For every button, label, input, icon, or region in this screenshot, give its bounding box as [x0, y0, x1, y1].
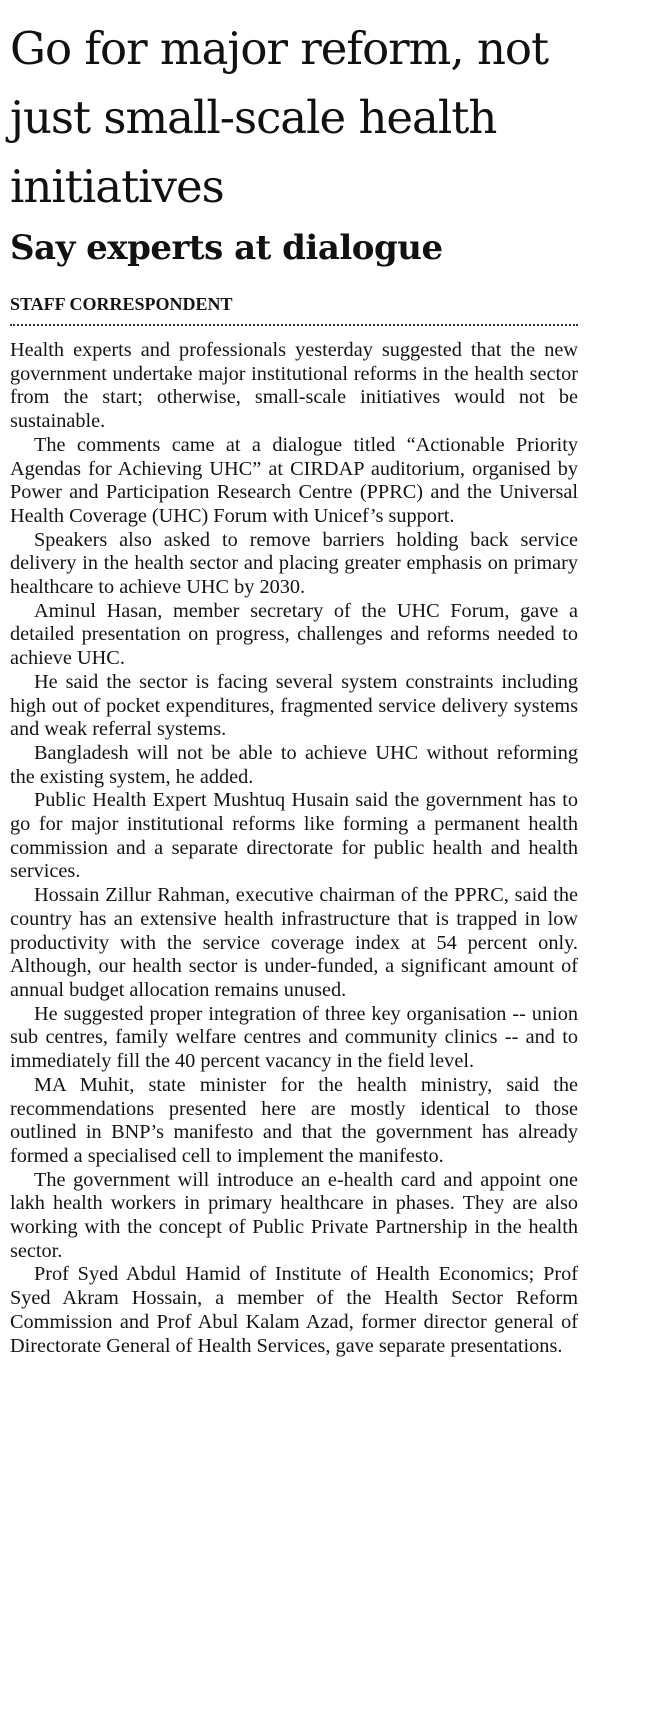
byline: STAFF CORRESPONDENT: [10, 293, 578, 326]
paragraph-5: He said the sector is facing several system constraints including high out of pocket expenditures, fragmented service delivery systems and weak referral systems.: [10, 670, 578, 741]
news-article: [10, 14, 578, 1358]
paragraph-10: MA Muhit, state minister for the health ministry, said the recommendations presented here are mostly identical to those outlined in BNP’s manifesto and that the government has already formed a specialised cell to implement the manifesto.: [10, 1073, 578, 1167]
paragraph-1: Health experts and professionals yesterday suggested that the new government undertake major institutional reforms in the health sector from the start; otherwise, small-scale initiatives would not be sustainable.: [10, 339, 578, 433]
paragraph-3: Speakers also asked to remove barriers holding back service delivery in the health sector and placing greater emphasis on primary healthcare to achieve UHC by 2030.: [10, 528, 578, 599]
paragraph-8: Hossain Zillur Rahman, executive chairman of the PPRC, said the country has an extensive health infrastructure that is trapped in low productivity with the service coverage index at 54 percent only. Although, our health sector is under-funded, a significant amount of annual budget allocation remains unused.: [10, 884, 578, 1001]
subheadline: Say experts at dialogue: [10, 228, 443, 268]
paragraph-9: He suggested proper integration of three key organisation -- union sub centres, family welfare centres and community clinics -- and to immediately fill the 40 percent vacancy in the field level.: [10, 1002, 578, 1073]
paragraph-7: Public Health Expert Mushtuq Husain said the government has to go for major institutional reforms like forming a permanent health commission and a separate directorate for public health and health services.: [10, 789, 578, 883]
paragraph-11: The government will introduce an e-health card and appoint one lakh health workers in primary healthcare in phases. They are also working with the concept of Public Private Partnership in the health sector.: [10, 1168, 578, 1262]
article-body: [10, 339, 578, 1358]
paragraph-12: Prof Syed Abdul Hamid of Institute of Health Economics; Prof Syed Akram Hossain, a member of the Health Sector Reform Commission and Prof Abul Kalam Azad, former director general of Directorate General of Health Services, gave separate presentations.: [10, 1263, 578, 1357]
paragraph-4: Aminul Hasan, member secretary of the UHC Forum, gave a detailed presentation on progress, challenges and reforms needed to achieve UHC.: [10, 599, 578, 670]
paragraph-6: Bangladesh will not be able to achieve UHC without reforming the existing system, he added.: [10, 741, 578, 788]
headline: Go for major reform, not just small-scale health initiatives: [10, 22, 549, 213]
paragraph-2: The comments came at a dialogue titled “Actionable Priority Agendas for Achieving UHC” at CIRDAP auditorium, organised by Power and Participation Research Centre (PPRC) and the Universal Health Coverage (UHC) Forum with Unicef’s support.: [10, 433, 578, 527]
